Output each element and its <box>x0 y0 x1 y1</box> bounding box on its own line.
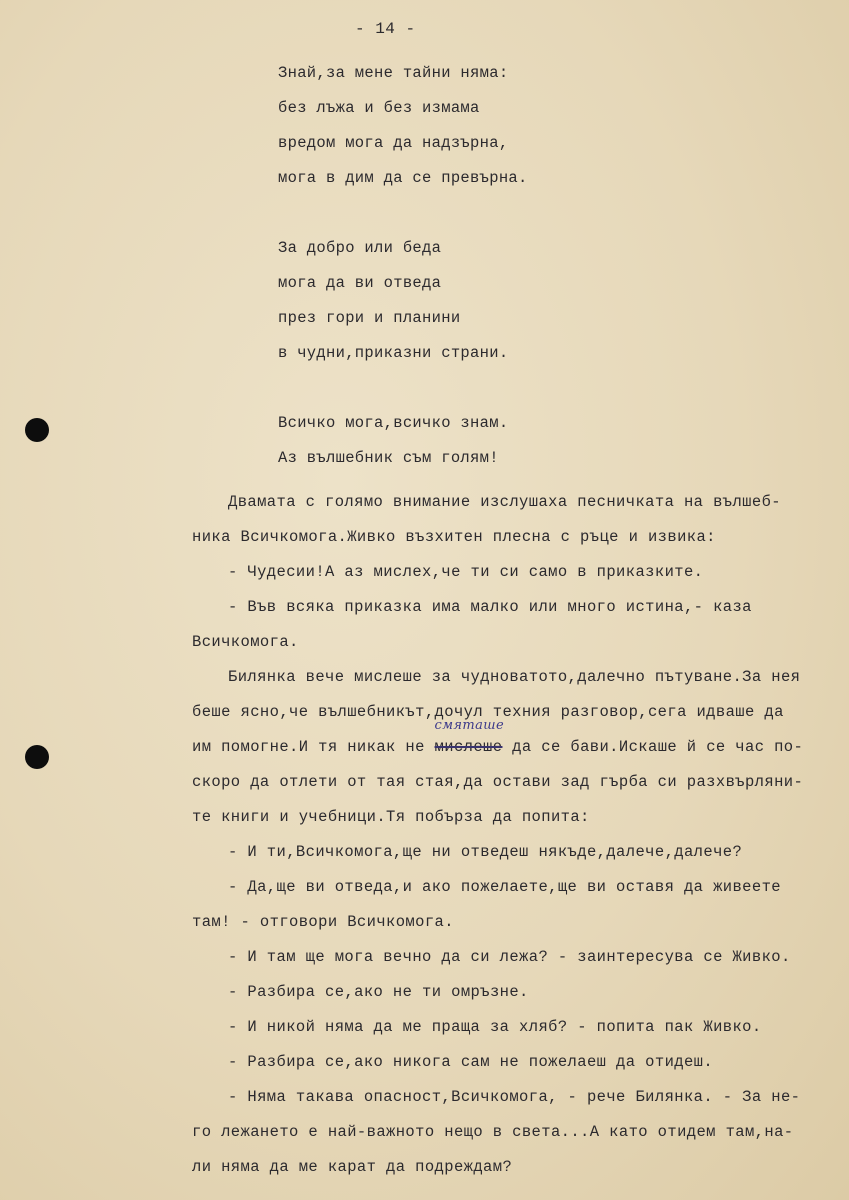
poem-line: вредом мога да надзърна, <box>278 134 509 152</box>
text-line: - Разбира се,ако не ти омръзне. <box>228 983 529 1001</box>
text-line: - Няма такава опасност,Всичкомога, - рече Билянка. - За не- <box>228 1088 801 1106</box>
poem-line: в чудни,приказни страни. <box>278 344 509 362</box>
text-line: там! - отговори Всичкомога. <box>192 913 454 931</box>
poem-line: За добро или беда <box>278 239 442 257</box>
text-line: те книги и учебници.Тя побърза да попита: <box>192 808 590 826</box>
text-line: - Във всяка приказка има малко или много истина,- каза <box>228 598 752 616</box>
text-line: - И никой няма да ме праща за хляб? - попита пак Живко. <box>228 1018 762 1036</box>
text-line: Всичкомога. <box>192 633 299 651</box>
text-line: скоро да отлети от тая стая,да остави зад гърба си разхвърляни- <box>192 773 804 791</box>
poem-line: Всичко мога,всичко знам. <box>278 414 509 432</box>
poem-line: Аз вълшебник съм голям! <box>278 449 499 467</box>
text-line: - И ти,Всичкомога,ще ни отведеш някъде,далече,далече? <box>228 843 743 861</box>
text-line: ника Всичкомога.Живко възхитен плесна с ръце и извика: <box>192 528 716 546</box>
poem-line: без лъжа и без измама <box>278 99 480 117</box>
text-line: ли няма да ме карат да подреждам? <box>192 1158 513 1176</box>
poem-line: Знай,за мене тайни няма: <box>278 64 509 82</box>
poem-line: мога в дим да се превърна. <box>278 169 528 187</box>
page-number: - 14 - <box>355 20 416 38</box>
text-line: - Чудесии!А аз мислех,че ти си само в приказките. <box>228 563 704 581</box>
punch-hole <box>25 745 49 769</box>
correction-note: смяташе <box>434 718 505 733</box>
text-segment: да се бави.Искаше й се час по- <box>502 738 804 756</box>
handwritten-correction <box>434 718 505 765</box>
text-line: - Да,ще ви отведа,и ако пожелаете,ще ви оставя да живеете <box>228 878 781 896</box>
struck-word: мислеше <box>434 738 503 756</box>
poem <box>278 56 528 511</box>
text-segment: им помогне.И тя никак не <box>192 738 435 756</box>
poem-stanza <box>278 231 528 371</box>
prose-text <box>192 485 832 1185</box>
text-line: Билянка вече мислеше за чудноватото,далечно пътуване.За нея <box>228 668 801 686</box>
poem-stanza <box>278 406 528 476</box>
text-line: Двамата с голямо внимание изслушаха песничката на вълшеб- <box>228 493 781 511</box>
poem-stanza <box>278 56 528 196</box>
text-line: го лежането е най-важното нещо в света...А като отидем там,на- <box>192 1123 794 1141</box>
punch-hole <box>25 418 49 442</box>
text-line: - И там ще мога вечно да си лежа? - заинтересува се Живко. <box>228 948 791 966</box>
text-line: - Разбира се,ако никога сам не пожелаеш да отидеш. <box>228 1053 714 1071</box>
text-line-with-correction <box>192 718 832 765</box>
poem-line: мога да ви отведа <box>278 274 442 292</box>
poem-line: през гори и планини <box>278 309 461 327</box>
text-line: беше ясно,че вълшебникът,дочул техния разговор,сега идваше да <box>192 703 784 721</box>
